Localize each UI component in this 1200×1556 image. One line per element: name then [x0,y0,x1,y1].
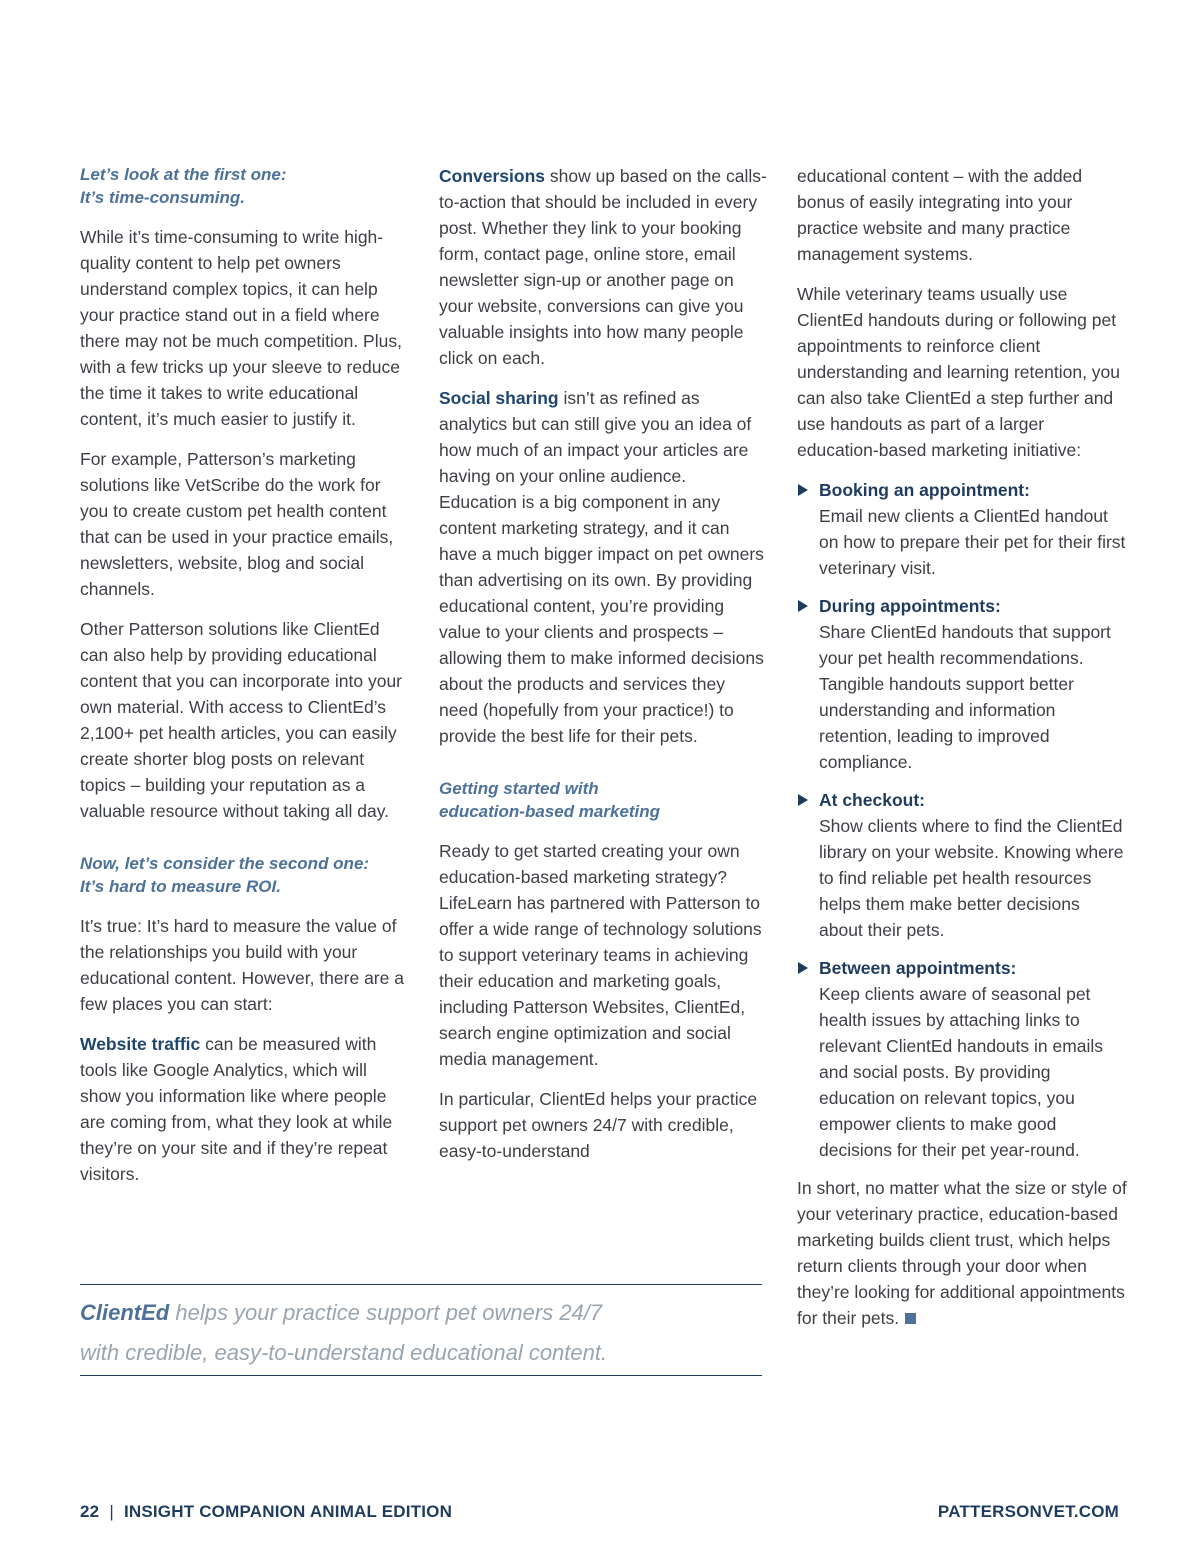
pull-quote-line-1: ClientEd helps your practice support pet owners 24/7 [80,1300,603,1325]
triangle-bullet-icon [798,484,808,496]
keyword: Social sharing [439,388,559,408]
bullet-list [797,477,1127,1163]
triangle-bullet-icon [798,600,808,612]
paragraph: For example, Patterson’s marketing solutions like VetScribe do the work for you to create custom pet health content that can be used in your practice emails, newsletters, website, blog and social channels. [80,449,394,599]
paragraph: educational content – with the added bonus of easily integrating into your practice website and many practice management systems. [797,166,1083,264]
column-2 [439,163,767,1178]
page-number: 22 [80,1502,100,1521]
paragraph-conclusion: In short, no matter what the size or style of your veterinary practice, education-based marketing builds client trust, which helps return clients through your door when they’re looking for additional appointments for their pets. [797,1178,1127,1328]
paragraph: While it’s time-consuming to write high-quality content to help pet owners understand complex topics, it can help your practice stand out in a field where there may not be much competition. Plus, with a few tricks up your sleeve to reduce the time it takes to write educational content, it’s much easier to justify it. [80,227,402,429]
paragraph: In particular, ClientEd helps your practice support pet owners 24/7 with credible, easy-to-understand [439,1089,758,1161]
column-3 [797,163,1127,1345]
paragraph: Ready to get started creating your own education-based marketing strategy? LifeLearn has partnered with Patterson to offer a wide range of technology solutions to support veterinary teams in achieving their education and marketing goals, including Patterson Websites, ClientEd, search engine optimization and social media management. [439,841,762,1069]
footer-publication [80,1502,452,1522]
list-item: Booking an appointment: Email new clients a ClientEd handout on how to prepare their pet for their first veterinary visit. [797,477,1127,581]
list-item: At checkout: Show clients where to find the ClientEd library on your website. Knowing where to find reliable pet health resources helps them make better decisions about their pets. [797,787,1127,943]
column-1 [80,163,405,1201]
paragraph: It’s true: It’s hard to measure the value of the relationships you build with your educational content. However, there are a few places you can start: [80,916,404,1014]
triangle-bullet-icon [798,794,808,806]
footer-website[interactable]: PATTERSONVET.COM [937,1502,1119,1521]
paragraph-conversions: Conversions show up based on the calls-to-action that should be included in every post. Whether they link to your booking form, contact page, online store, email newsletter sign-up or another page on your website, conversions can give you valuable insights into how many people click on each. [439,166,767,368]
list-item: Between appointments: Keep clients aware of seasonal pet health issues by attaching links to relevant ClientEd handouts in emails and social posts. By providing education on relevant topics, you empower clients to make good decisions for their pet year-round. [797,955,1127,1163]
subhead-getting-started: Getting started with education-based marketing [439,779,661,821]
paragraph-website-traffic: Website traffic can be measured with tools like Google Analytics, which will show you information like where people are coming from, what they look at while they’re on your site and if they’re repeat visitors. [80,1034,393,1184]
triangle-bullet-icon [798,962,808,974]
publication-title: INSIGHT COMPANION ANIMAL EDITION [123,1502,453,1521]
pull-quote-line-2: with credible, easy-to-understand educational content. [80,1340,608,1365]
paragraph-social-sharing: Social sharing isn’t as refined as analytics but can still give you an idea of how much of an impact your articles are having on your online audience. Education is a big component in any content marketing strategy, and it can have a much bigger impact on pet owners than advertising on its own. By providing educational content, you’re providing value to your clients and prospects – allowing them to make informed decisions about the products and services they need (hopefully from your practice!) to provide the best life for their pets. [439,388,764,746]
keyword: Conversions [439,166,545,186]
end-mark-icon [905,1313,916,1324]
list-item: During appointments: Share ClientEd handouts that support your pet health recommendations. Tangible handouts support better understanding and information retention, leading to improved compliance. [797,593,1127,775]
subhead-first-one: Let’s look at the first one: It’s time-consuming. [80,165,287,207]
pull-quote [80,1284,762,1376]
footer-separator: | [109,1502,114,1521]
keyword: Website traffic [80,1034,201,1054]
paragraph: While veterinary teams usually use ClientEd handouts during or following pet appointments to reinforce client understanding and learning retention, you can also take ClientEd a step further and use handouts as part of a larger education-based marketing initiative: [797,284,1121,460]
paragraph: Other Patterson solutions like ClientEd can also help by providing educational content that you can incorporate into your own material. With access to ClientEd’s 2,100+ pet health articles, you can easily create shorter blog posts on relevant topics – building your reputation as a valuable resource without taking all day. [80,619,403,821]
subhead-second-one: Now, let’s consider the second one: It’s hard to measure ROI. [80,854,370,896]
